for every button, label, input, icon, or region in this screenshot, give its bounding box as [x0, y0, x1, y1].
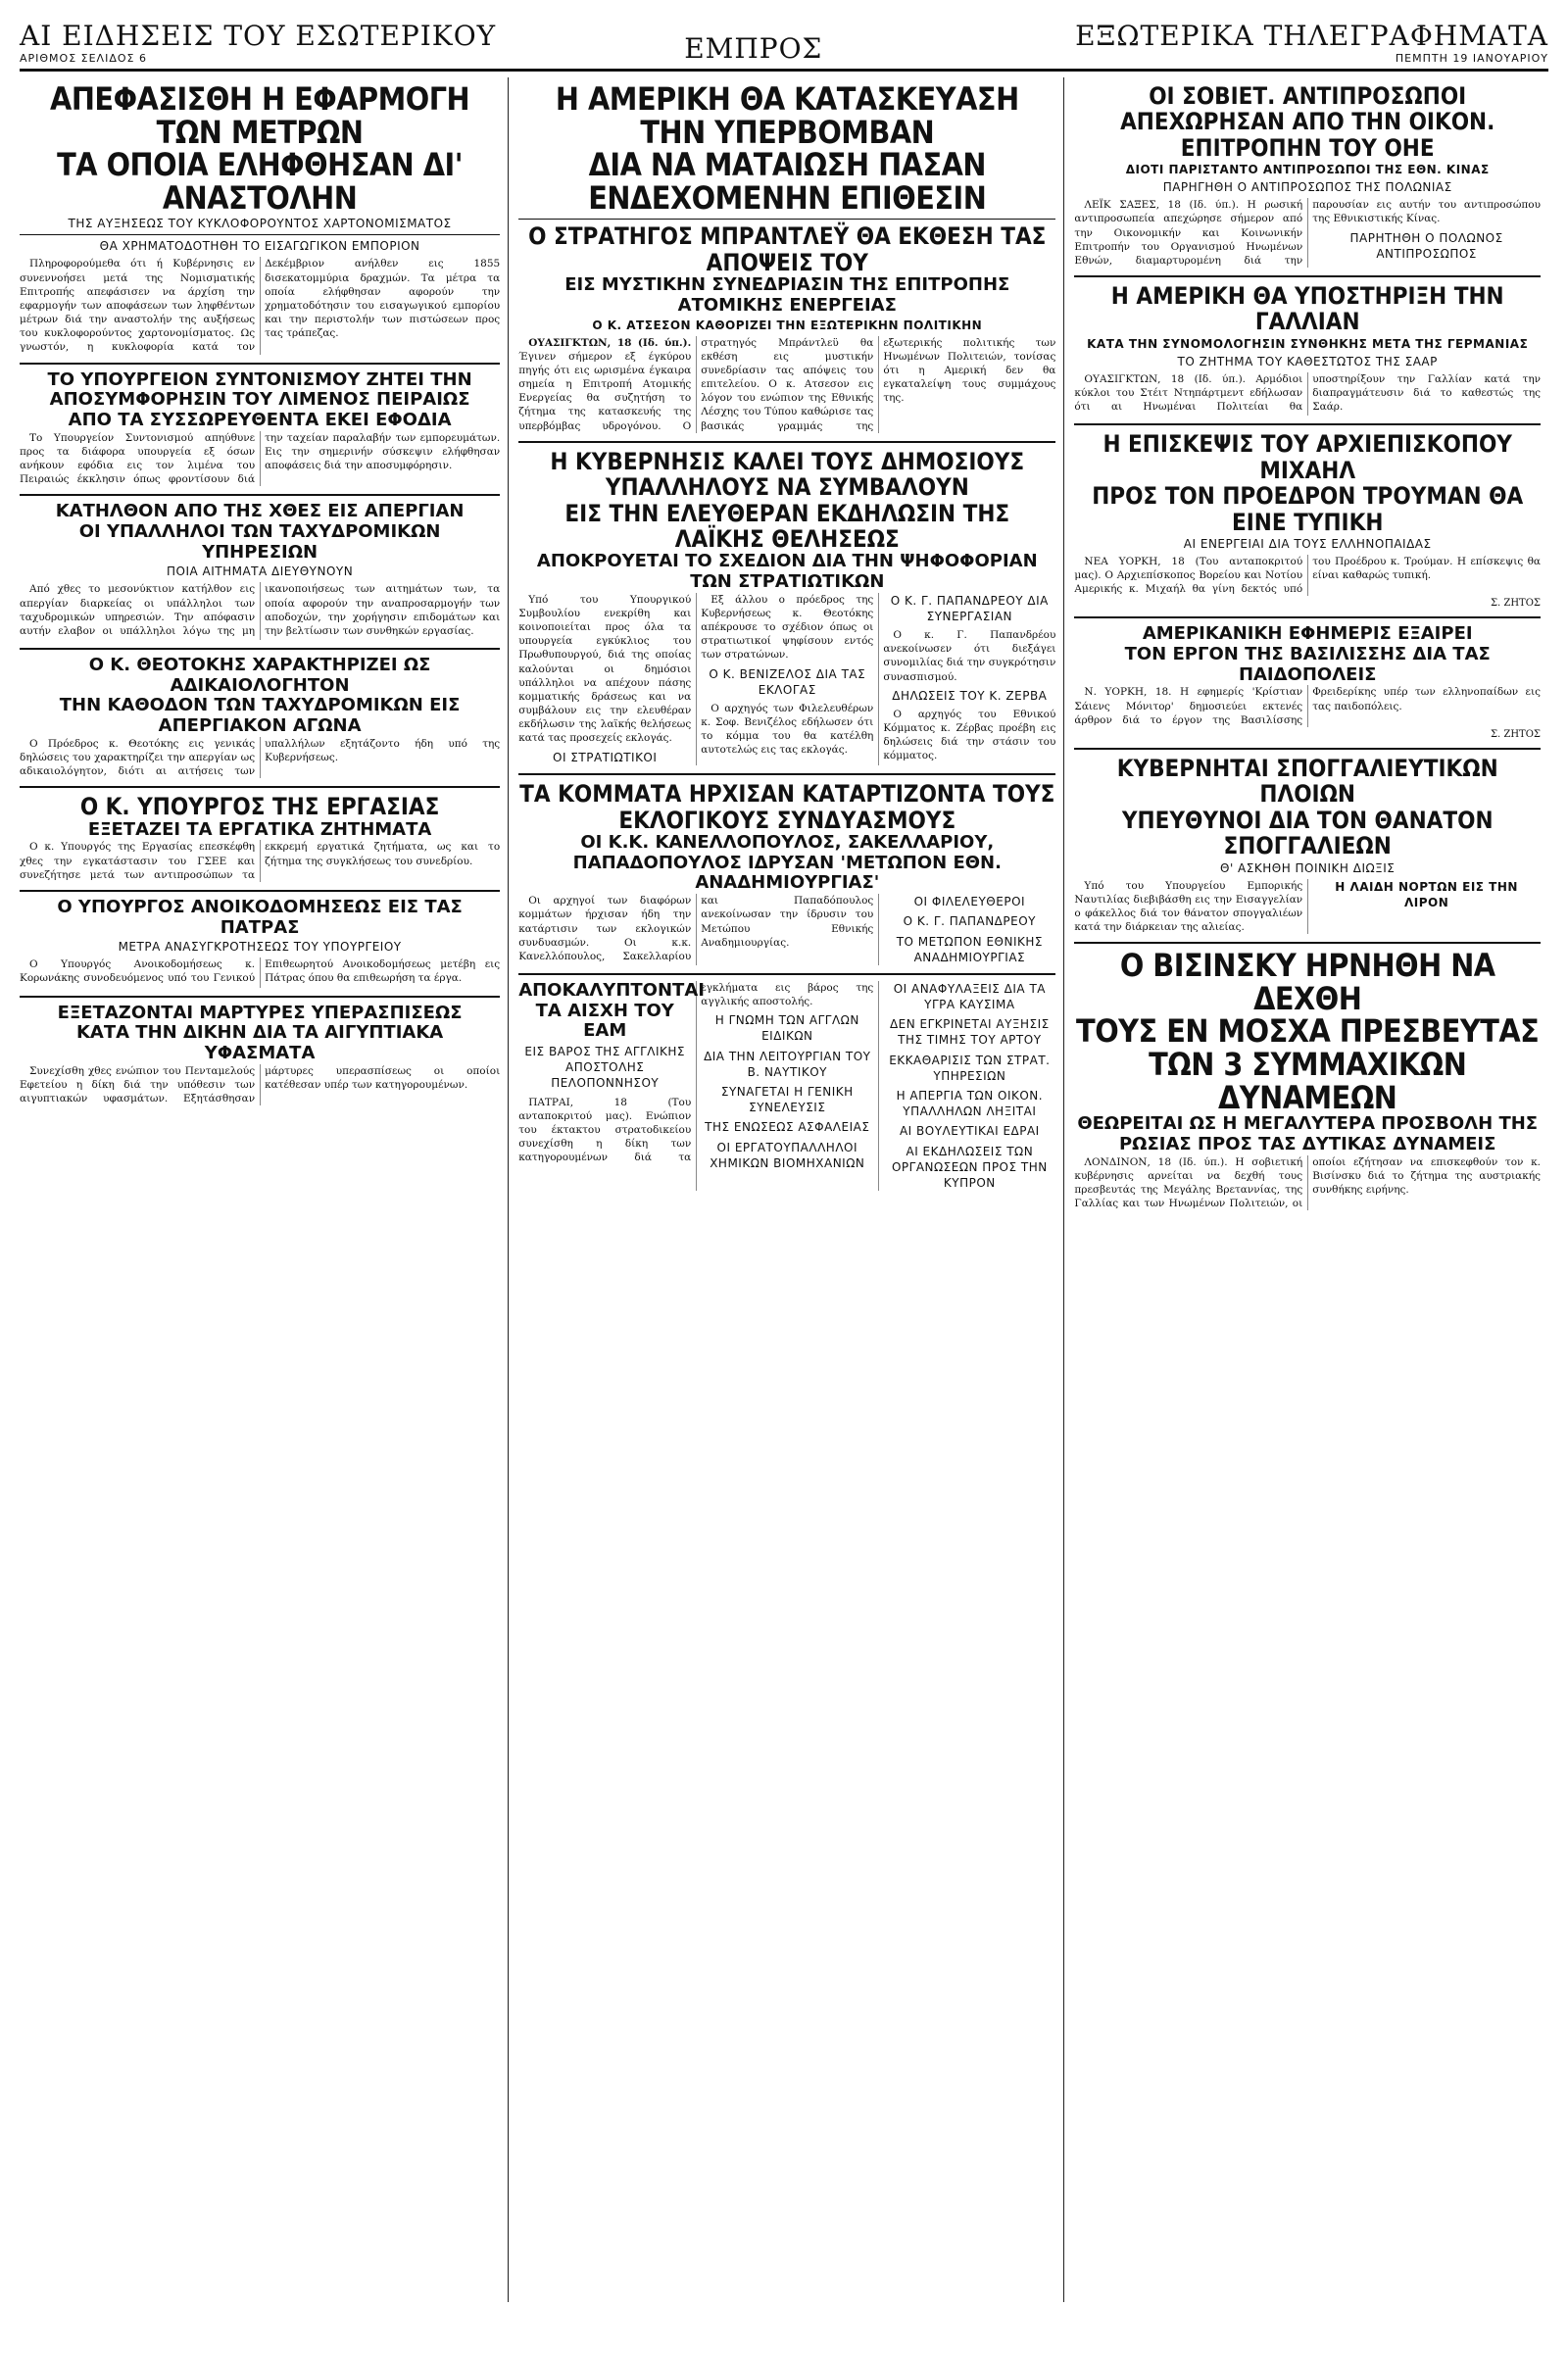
headline: ΤΑ ΚΟΜΜΑΤΑ ΗΡΧΙΣΑΝ ΚΑΤΑΡΤΙΖΟΝΤΑ ΤΟΥΣ ΕΚΛΟΓΙΚΟΥΣ ΣΥΝΔΥΑΣΜΟΥΣ [519, 780, 1055, 834]
section-subhead: ΔΕΝ ΕΓΚΡΙΝΕΤΑΙ ΑΥΞΗΣΙΣ ΤΗΣ ΤΙΜΗΣ ΤΟΥ ΑΡΤΟΥ [889, 1017, 1050, 1048]
section-subhead: ΟΙ ΦΙΛΕΛΕΥΘΕΡΟΙ [913, 895, 1026, 909]
subheadline: ΕΙΣ ΒΑΡΟΣ ΤΗΣ ΑΓΓΛΙΚΗΣ ΑΠΟΣΤΟΛΗΣ ΠΕΛΟΠΟΝΝΗΣΟΥ [524, 1044, 686, 1091]
article-body [518, 894, 1055, 965]
paragraph: ΟΥΑΣΙΓΚΤΩΝ, 18 (Ιδ. ύπ.). Αρμόδιοι κύκλοι του Στέιτ Ντηπάρτμεντ εδήλωσαν ότι αι Ηνωμέναι Πολιτείαι θα υποστηρίξουν την Γαλλίαν κατά την διαπραγμάτευσιν διά το καθεστώς της Σαάρ. [1074, 372, 1541, 414]
newspaper-name: ΕΜΠΡΟΣ [684, 32, 823, 65]
paragraph: Ο κ. Υπουργός της Εργασίας επεσκέφθη χθες την εγκατάστασιν του ΓΣΕΕ και συνεζήτησε μετά των αντιπροσώπων τα εκκρεμή εργατικά ζητήματα, ως και το ζήτημα της συγκλήσεως του συνεδρίου. [20, 841, 501, 881]
headline: ΚΑΤΑ ΤΗΝ ΔΙΚΗΝ ΔΙΑ ΤΑ ΑΙΓΥΠΤΙΑΚΑ ΥΦΑΣΜΑΤΑ [75, 1022, 444, 1064]
paragraph: Ν. ΥΟΡΚΗ, 18. Η εφημερίς 'Κρίστιαν Σάιενς Μόνιτορ' δημοσιεύει εκτενές άρθρον διά το έργον της Βασιλίσσης Φρειδερίκης υπέρ των ελληνοπαίδων εις τας παιδοπόλεις. [1074, 686, 1541, 726]
section-subhead: ΔΗΛΩΣΕΙΣ ΤΟΥ Κ. ΖΕΡΒΑ [892, 688, 1048, 703]
article-body [20, 957, 500, 987]
article-archbishop-michael [1074, 425, 1541, 618]
headline: ΤΑ ΟΠΟΙΑ ΕΛΗΦΘΗΣΑΝ ΔΙ' ΑΝΑΣΤΟΛΗΝ [57, 146, 464, 217]
paragraph: Υπό του Υπουργείου Εμπορικής Ναυτιλίας διεβιβάσθη εις την Εισαγγελίαν ο φάκελλος διά τον θάνατον σπογγαλιέων κατά την διάρκειαν της αλιείας. [1074, 879, 1303, 934]
article-body [1074, 372, 1541, 417]
section-subhead: ΔΙΑ ΤΗΝ ΛΕΙΤΟΥΡΓΙΑΝ ΤΟΥ Β. ΝΑΥΤΙΚΟΥ [704, 1049, 871, 1079]
page-number: ΑΡΙΘΜΟΣ ΣΕΛΙΔΟΣ 6 [20, 52, 147, 65]
article-piraeus-port [20, 365, 500, 497]
article-body [518, 336, 1055, 433]
headline: ΟΙ ΥΠΑΛΛΗΛΟΙ ΤΩΝ ΤΑΧΥΔΡΟΜΙΚΩΝ ΥΠΗΡΕΣΙΩΝ [78, 521, 441, 563]
headline: ΠΡΟΣ ΤΟΝ ΠΡΟΕΔΡΟΝ ΤΡΟΥΜΑΝ ΘΑ ΕΙΝΕ ΤΥΠΙΚΗ [1092, 482, 1524, 536]
subheadline: ΘΑ ΧΡΗΜΑΤΟΔΟΤΗΘΗ ΤΟ ΕΙΣΑΓΩΓΙΚΟΝ ΕΜΠΟΡΙΟΝ [99, 239, 420, 254]
paragraph: Υπό του Υπουργικού Συμβουλίου ενεκρίθη και κοινοποιείται προς όλα τα υπουργεία εγκύκλιος του Πρωθυπουργού, διά της οποίας καλούνται οι δημόσιοι υπάλληλοι να απέχουν πάσης κομματικής δράσεως και να συμβάλουν εις την ελευθέραν εκδήλωσιν της λαϊκής θελήσεως κατά τας προσεχείς εκλογάς. [518, 593, 692, 745]
section-subhead: ΟΙ ΑΝΑΦΥΛΑΞΕΙΣ ΔΙΑ ΤΑ ΥΓΡΑ ΚΑΥΣΙΜΑ [893, 981, 1046, 1012]
subheadline: ΤΟ ΖΗΤΗΜΑ ΤΟΥ ΚΑΘΕΣΤΩΤΟΣ ΤΗΣ ΣΑΑΡ [1177, 354, 1438, 368]
article-superbomb [518, 77, 1055, 443]
headline: ΕΞΕΤΑΖΕΙ ΤΑ ΕΡΓΑΤΙΚΑ ΖΗΤΗΜΑΤΑ [87, 818, 432, 840]
headline: Ο ΣΤΡΑΤΗΓΟΣ ΜΠΡΑΝΤΛΕΫ ΘΑ ΕΚΘΕΣΗ ΤΑΣ ΑΠΟΨΕΙΣ ΤΟΥ [528, 222, 1047, 276]
section-subhead: ΑΙ ΒΟΥΛΕΥΤΙΚΑΙ ΕΔΡΑΙ [899, 1124, 1040, 1139]
section-title: ΑΙ ΕΙΔΗΣΕΙΣ ΤΟΥ ΕΣΩΤΕΡΙΚΟΥ [20, 20, 497, 52]
headline: Ο Κ. ΘΕΟΤΟΚΗΣ ΧΑΡΑΚΤΗΡΙΖΕΙ ΩΣ ΑΔΙΚΑΙΟΛΟΓΗΤΟΝ [88, 655, 431, 696]
article-body [20, 737, 500, 779]
masthead-right [983, 20, 1548, 65]
paragraph: ΝΕΑ ΥΟΡΚΗ, 18 (Του ανταποκριτού μας). Ο Αρχιεπίσκοπος Βορείου και Νοτίου Αμερικής κ. Μιχαήλ θα γίνη δεκτός υπό του Προέδρου κ. Τρούμαν. Η επίσκεψις θα είναι καθαρώς τυπική. [1074, 555, 1541, 596]
article-america-france [1074, 277, 1541, 425]
headline: ΥΠΕΥΘΥΝΟΙ ΔΙΑ ΤΟΝ ΘΑΝΑΤΟΝ ΣΠΟΓΓΑΛΙΕΩΝ [1121, 806, 1494, 860]
subheadline: ΑΙ ΕΝΕΡΓΕΙΑΙ ΔΙΑ ΤΟΥΣ ΕΛΛΗΝΟΠΑΙΔΑΣ [1183, 536, 1432, 551]
section-subhead: ΟΙ ΣΤΡΑΤΙΩΤΙΚΟΙ [553, 750, 658, 764]
masthead-center [524, 32, 983, 65]
headline: ΤΩΝ 3 ΣΥΜΜΑΧΙΚΩΝ ΔΥΝΑΜΕΩΝ [1149, 1046, 1467, 1116]
column-right [1074, 77, 1548, 2302]
paragraph: Ο Πρόεδρος κ. Θεοτόκης εις γενικάς δηλώσεις του χαρακτηρίζει την απεργίαν ως αδικαιολόγητον, διότι αι αιτήσεις των υπαλλήλων εξητάζοντο ήδη υπό της Κυβερνήσεως. [20, 737, 501, 778]
subheadline: ΠΟΙΑ ΑΙΤΗΜΑΤΑ ΔΙΕΥΘΥΝΟΥΝ [166, 564, 354, 579]
paragraph: Ο αρχηγός του Εθνικού Κόμματος κ. Ζέρβας προέβη εις δηλώσεις διά την στάσιν του κόμματος. [883, 708, 1056, 762]
headline: Ο ΥΠΟΥΡΓΟΣ ΑΝΟΙΚΟΔΟΜΗΣΕΩΣ ΕΙΣ ΤΑΣ ΠΑΤΡΑΣ [57, 896, 463, 938]
headline: ΤΟ ΥΠΟΥΡΓΕΙΟΝ ΣΥΝΤΟΝΙΣΜΟΥ ΖΗΤΕΙ ΤΗΝ ΑΠΟΣΥΜΦΟΡΗΣΙΝ ΤΟΥ ΛΙΜΕΝΟΣ ΠΕΙΡΑΙΩΣ [47, 368, 472, 411]
article-sponge-divers [1074, 750, 1541, 944]
newspaper-page [20, 20, 1548, 2313]
article-body [20, 1064, 500, 1106]
article-soviet-delegates [1074, 77, 1541, 277]
article-body [20, 582, 500, 640]
paragraph: ΠΑΤΡΑΙ, 18 (Του ανταποκριτού μας). Ενώπιον του έκτακτου στρατοδικείου συνεχίσθη η δίκη των κατηγορουμένων διά τα εγκλήματα εις βάρος της αγγλικής αποστολής. [518, 981, 874, 1164]
byline: Σ. ΖΗΤΟΣ [1490, 728, 1541, 740]
section-subhead: ΕΚΚΑΘΑΡΙΣΙΣ ΤΩΝ ΣΤΡΑΤ. ΥΠΗΡΕΣΙΩΝ [889, 1053, 1051, 1083]
article-egyptian-fabrics-trial [20, 998, 500, 1114]
column-center [518, 77, 1064, 2302]
section-subhead: Ο Κ. ΒΕΝΙΖΕΛΟΣ ΔΙΑ ΤΑΣ ΕΚΛΟΓΑΣ [709, 666, 866, 697]
headline: ΑΠΕΦΑΣΙΣΘΗ Η ΕΦΑΡΜΟΓΗ ΤΩΝ ΜΕΤΡΩΝ [50, 80, 470, 151]
paragraph: ΛΕΪΚ ΣΑΞΕΣ, 18 (Ιδ. ύπ.). Η ρωσική αντιπροσωπεία απεχώρησε σήμερον από την Οικονομικήν και Κοινωνικήν Επιτροπήν του Οργανισμού Ηνωμένων Εθνών, διαμαρτυρομένη διά την παρουσίαν εις αυτήν του αντιπροσώπου της Εθνικιστικής Κίνας. [1074, 199, 1541, 267]
subheadline: Ο Κ. ΑΤΣΕΣΟΝ ΚΑΘΟΡΙΖΕΙ ΤΗΝ ΕΞΩΤΕΡΙΚΗΝ ΠΟΛΙΤΙΚΗΝ [592, 318, 983, 332]
section-subhead: ΑΙ ΕΚΔΗΛΩΣΕΙΣ ΤΩΝ ΟΡΓΑΝΩΣΕΩΝ ΠΡΟΣ ΤΗΝ ΚΥΠΡΟΝ [891, 1144, 1048, 1190]
headline: ΚΥΒΕΡΝΗΤΑΙ ΣΠΟΓΓΑΛΙΕΥΤΙΚΩΝ ΠΛΟΙΩΝ [1116, 754, 1498, 809]
article-body [1074, 879, 1541, 935]
section-subhead: ΟΙ ΕΡΓΑΤΟΥΠΑΛΛΗΛΟΙ ΧΗΜΙΚΩΝ ΒΙΟΜΗΧΑΝΙΩΝ [710, 1140, 865, 1170]
headline: ΕΙΣ ΤΗΝ ΕΛΕΥΘΕΡΑΝ ΕΚΔΗΛΩΣΙΝ ΤΗΣ ΛΑΪΚΗΣ ΘΕΛΗΣΕΩΣ [564, 499, 1010, 553]
subheadline: ΤΗΣ ΑΥΞΗΣΕΩΣ ΤΟΥ ΚΥΚΛΟΦΟΡΟΥΝΤΟΣ ΧΑΡΤΟΝΟΜΙΣΜΑΤΟΣ [68, 217, 452, 231]
paragraph: ΛΟΝΔΙΝΟΝ, 18 (Ιδ. ύπ.). Η σοβιετική κυβέρνησις αρνείται να δεχθή τους πρεσβευτάς της Μεγάλης Βρεταννίας, της Γαλλίας και των Ηνωμένων Πολιτειών, οι οποίοι εζήτησαν να επισκεφθούν τον κ. Βισίνσκυ διά το ζήτημα της αυστριακής συνθήκης ειρήνης. [1074, 1155, 1541, 1210]
headline: Η ΑΜΕΡΙΚΗ ΘΑ ΚΑΤΑΣΚΕΥΑΣΗ ΤΗΝ ΥΠΕΡΒΟΜΒΑΝ [555, 80, 1019, 151]
headline: Η ΕΠΙΣΚΕΨΙΣ ΤΟΥ ΑΡΧΙΕΠΙΣΚΟΠΟΥ ΜΙΧΑΗΛ [1102, 430, 1512, 484]
headline: ΤΟΥΣ ΕΝ ΜΟΣΧΑ ΠΡΕΣΒΕΥΤΑΣ [1076, 1012, 1540, 1051]
headline: ΔΙΑ ΝΑ ΜΑΤΑΙΩΣΗ ΠΑΣΑΝ ΕΝΔΕΧΟΜΕΝΗΝ ΕΠΙΘΕΣΙΝ [588, 146, 987, 217]
article-misc-news [518, 975, 1055, 1199]
article-reconstruction-minister [20, 892, 500, 998]
paragraph: Ο αρχηγός των Φιλελευθέρων κ. Σοφ. Βενιζέλος εδήλωσεν ότι το κόμμα του θα κατέλθη αυτοτελώς εις τας εκλογάς. [701, 702, 874, 757]
article-body [1074, 1155, 1541, 1211]
headline: ΘΕΩΡΕΙΤΑΙ ΩΣ Η ΜΕΓΑΛΥΤΕΡΑ ΠΡΟΣΒΟΛΗ ΤΗΣ ΡΩΣΙΑΣ ΠΡΟΣ ΤΑΣ ΔΥΤΙΚΑΣ ΔΥΝΑΜΕΙΣ [1077, 1113, 1539, 1154]
column-left [20, 77, 509, 2302]
section-title-foreign: ΕΞΩΤΕΡΙΚΑ ΤΗΛΕΓΡΑΦΗΜΑΤΑ [1075, 20, 1548, 52]
headline: ΑΠΟ ΤΑ ΣΥΣΣΩΡΕΥΘΕΝΤΑ ΕΚΕΙ ΕΦΟΔΙΑ [68, 409, 452, 430]
headline: ΚΑΤΗΛΘΟΝ ΑΠΟ ΤΗΣ ΧΘΕΣ ΕΙΣ ΑΠΕΡΓΙΑΝ [55, 501, 465, 522]
article-electoral-lists [518, 775, 1055, 975]
section-subhead: Η ΑΠΕΡΓΙΑ ΤΩΝ ΟΙΚΟΝ. ΥΠΑΛΛΗΛΩΝ ΛΗΞΙΤΑΙ [896, 1089, 1044, 1119]
subheadline: ΠΑΡΗΓΗΘΗ Ο ΑΝΤΙΠΡΟΣΩΠΟΣ ΤΗΣ ΠΟΛΩΝΙΑΣ [1162, 180, 1452, 195]
subheadline: ΜΕΤΡΑ ΑΝΑΣΥΓΚΡΟΤΗΣΕΩΣ ΤΟΥ ΥΠΟΥΡΓΕΙΟΥ [118, 940, 402, 955]
headline: ΤΗΝ ΚΑΘΟΔΟΝ ΤΩΝ ΤΑΧΥΔΡΟΜΙΚΩΝ ΕΙΣ ΑΠΕΡΓΙΑΚΟΝ ΑΓΩΝΑ [59, 695, 461, 737]
article-theotokis [20, 650, 500, 788]
article-vyshinsky [1074, 944, 1541, 1218]
article-body [20, 257, 500, 354]
section-subhead: ΤΗΣ ΕΝΩΣΕΩΣ ΑΣΦΑΛΕΙΑΣ [705, 1120, 870, 1135]
paragraph: Συνεχίσθη χθες ενώπιον του Πενταμελούς Εφετείου η δίκη διά την υπόθεσιν των αιγυπτιακών υφασμάτων. Εξητάσθησαν μάρτυρες υπερασπίσεως οι οποίοι κατέθεσαν υπέρ των κατηγορουμένων. [20, 1064, 501, 1105]
headline: ΕΙΣ ΜΥΣΤΙΚΗΝ ΣΥΝΕΔΡΙΑΣΙΝ ΤΗΣ ΕΠΙΤΡΟΠΗΣ ΑΤΟΜΙΚΗΣ ΕΝΕΡΓΕΙΑΣ [564, 274, 1010, 316]
paragraph: Από χθες το μεσονύκτιον κατήλθον εις απεργίαν διαρκείας οι υπάλληλοι των ταχυδρομικών υπηρεσιών. Την απόφασιν αυτήν ελαβον οι υπάλληλοι λόγω της μη ικανοποιήσεως των αιτημάτων των, τα οποία αφορούν την αναπροσαρμογήν των αποδοχών, την χορήγησιν επιδομάτων και την βελτίωσιν των συνθηκών εργασίας. [20, 583, 501, 637]
article-postal-strike [20, 496, 500, 650]
headline: ΟΙ ΣΟΒΙΕΤ. ΑΝΤΙΠΡΟΣΩΠΟΙ ΑΠΕΧΩΡΗΣΑΝ ΑΠΟ ΤΗΝ ΟΙΚΟΝ. ΕΠΙΤΡΟΠΗΝ ΤΟΥ ΟΗΕ [1120, 82, 1495, 162]
paragraph: Οι αρχηγοί των διαφόρων κομμάτων ήρχισαν ήδη την κατάρτισιν των εκλογικών συνδυασμών. Οι κ.κ. Κανελλόπουλος, Σακελλαρίου και Παπαδόπουλος ανεκοίνωσαν την ίδρυσιν του Μετώπου Εθνικής Αναδημιουργίας. [518, 895, 874, 962]
headline: ΑΠΟΚΡΟΥΕΤΑΙ ΤΟ ΣΧΕΔΙΟΝ ΔΙΑ ΤΗΝ ΨΗΦΟΦΟΡΙΑΝ ΤΩΝ ΣΤΡΑΤΙΩΤΙΚΩΝ [536, 551, 1038, 592]
article-civil-servants [518, 443, 1055, 776]
divider [20, 234, 500, 235]
headline: ΑΠΟΚΑΛΥΠΤΟΝΤΑΙ ΤΑ ΑΙΣΧΗ ΤΟΥ ΕΑΜ [518, 979, 705, 1042]
headline: ΤΟΝ ΕΡΓΟΝ ΤΗΣ ΒΑΣΙΛΙΣΣΗΣ ΔΙΑ ΤΑΣ ΠΑΙΔΟΠΟΛΕΙΣ [1124, 644, 1491, 685]
article-body [1074, 555, 1541, 597]
headline: Ο Κ. ΥΠΟΥΡΓΟΣ ΤΗΣ ΕΡΓΑΣΙΑΣ [79, 793, 440, 821]
section-subhead: Η ΓΝΩΜΗ ΤΩΝ ΑΓΓΛΩΝ ΕΙΔΙΚΩΝ [714, 1013, 859, 1044]
section-subhead: Ο Κ. Γ. ΠΑΠΑΝΔΡΕΟΥ [903, 914, 1036, 929]
article-labour-minister [20, 788, 500, 892]
headline: Ο ΒΙΣΙΝΣΚΥ ΗΡΝΗΘΗ ΝΑ ΔΕΧΘΗ [1119, 947, 1495, 1017]
article-body [1074, 198, 1541, 268]
masthead [20, 20, 1548, 72]
section-subhead: Η ΛΑΙΔΗ ΝΟΡΤΩΝ ΕΙΣ ΤΗΝ ΛΙΡΟΝ [1335, 879, 1518, 909]
issue-date: ΠΕΜΠΤΗ 19 ΙΑΝΟΥΑΡΙΟΥ [1395, 52, 1548, 65]
paragraph: Ο κ. Γ. Παπανδρέου ανεκοίνωσεν ότι διεξάγει συνομιλίας διά την συγκρότησιν συνασπισμού. [883, 629, 1056, 683]
article-body [518, 593, 1055, 766]
article-currency-measures [20, 77, 500, 365]
dateline: ΟΥΑΣΙΓΚΤΩΝ, 18 (Ιδ. ύπ.). [528, 336, 692, 349]
headline: ΑΜΕΡΙΚΑΝΙΚΗ ΕΦΗΜΕΡΙΣ ΕΞΑΙΡΕΙ [1142, 623, 1473, 645]
paragraph: Πληροφορούμεθα ότι ή Κυβέρνησις εν συνεννοήσει μετά της Νομισματικής Επιτροπής απεφάσισεν να άρχίση την εφαρμογήν των αποφάσεων των ληφθέντων μέτρων διά την αναστολήν της αυξήσεως του κυκλοφορούντος χαρτονομίσματος. Ως γνωστόν, η κυκλοφορία κατά τον Δεκέμβριον ανήλθεν εις 1855 δισεκατομμύρια δραχμών. Τα μέτρα τα οποία ελήφθησαν αφορούν την χρηματοδότησιν του εισαγωγικού εμπορίου και την περιστολήν των πιστώσεων προς τας τράπεζας. [20, 258, 501, 354]
article-body [20, 431, 500, 487]
section-subhead: ΤΟ ΜΕΤΩΠΟΝ ΕΘΝΙΚΗΣ ΑΝΑΔΗΜΙΟΥΡΓΙΑΣ [896, 934, 1043, 964]
headline: Η ΚΥΒΕΡΝΗΣΙΣ ΚΑΛΕΙ ΤΟΥΣ ΔΗΜΟΣΙΟΥΣ ΥΠΑΛΛΗΛΟΥΣ ΝΑ ΣΥΜΒΑΛΟΥΝ [550, 447, 1025, 502]
article-body [1074, 685, 1541, 727]
page-columns [20, 77, 1548, 2302]
paragraph-text: Έγινεν σήμερον εξ έγκύρου πηγής ότι εις ωρισμένα έγκαιρα σημεία η Επιτροπή Ατομικής Ενεργείας θα συζητήση το ζήτημα της κατασκευής της υπερβόμβας υδρογόνου. Ο στρατηγός Μπράντλεϋ θα εκθέση εις μυστικήν συνεδρίασιν τας απόψεις του επιτελείου. Ο κ. Ατσεσον εις λόγον του ενώπιον της Εθνικής Λέσχης του Τύπου καθώρισε τας βασικάς γραμμάς της εξωτερικής πολιτικής των Ηνωμένων Πολιτειών, τονίσας ότι η Αμερική δεν θα εγκαταλείψη τους συμμάχους της. [518, 336, 1056, 432]
paragraph: Το Υπουργείον Συντονισμού απηύθυνε προς τα διάφορα υπουργεία εξ όσων ανήκουν εφόδια εις τον λιμένα του Πειραιώς έκκλησιν όπως φροντίσουν διά την ταχείαν παραλαβήν των εμπορευμάτων. Εις την σημερινήν σύσκεψιν ελήφθησαν αποφάσεις διά την αποσυμφόρησιν. [20, 431, 501, 486]
article-body [518, 981, 1055, 1191]
subheadline: Θ' ΑΣΚΗΘΗ ΠΟΙΝΙΚΗ ΔΙΩΞΙΣ [1220, 860, 1396, 875]
subheadline: ΚΑΤΑ ΤΗΝ ΣΥΝΟΜΟΛΟΓΗΣΙΝ ΣΥΝΘΗΚΗΣ ΜΕΤΑ ΤΗΣ ΓΕΡΜΑΝΙΑΣ [1087, 336, 1529, 351]
article-queen-children-towns [1074, 618, 1541, 750]
paragraph: Ο Υπουργός Ανοικοδομήσεως κ. Κορωνάκης συνοδευόμενος υπό του Γενικού Επιθεωρητού Ανοικοδομήσεως μετέβη εις Πάτρας όπου θα επιθεωρήση τα έργα. [20, 958, 501, 985]
headline: Η ΑΜΕΡΙΚΗ ΘΑ ΥΠΟΣΤΗΡΙΞΗ ΤΗΝ ΓΑΛΛΙΑΝ [1110, 282, 1504, 336]
headline: ΟΙ Κ.Κ. ΚΑΝΕΛΛΟΠΟΥΛΟΣ, ΣΑΚΕΛΛΑΡΙΟΥ, ΠΑΠΑΔΟΠΟΥΛΟΣ ΙΔΡΥΣΑΝ 'ΜΕΤΩΠΟΝ ΕΘΝ. ΑΝΑΔΗΜΙΟΥΡΓΙΑΣ' [572, 832, 1002, 894]
paragraph: Εξ άλλου ο πρόεδρος της Κυβερνήσεως κ. Θεοτόκης απέκρουσε το σχέδιον όπως οι στρατιωτικοί ψηφίσουν εντός των στρατώνων. [701, 593, 874, 662]
paragraph [518, 336, 1055, 433]
divider [518, 219, 1055, 220]
article-body [20, 840, 500, 882]
section-subhead: Ο Κ. Γ. ΠΑΠΑΝΔΡΕΟΥ ΔΙΑ ΣΥΝΕΡΓΑΣΙΑΝ [890, 593, 1049, 623]
section-subhead: ΣΥΝΑΓΕΤΑΙ Η ΓΕΝΙΚΗ ΣΥΝΕΛΕΥΣΙΣ [720, 1085, 854, 1115]
section-subhead: ΠΑΡΗΤΗΘΗ Ο ΠΟΛΩΝΟΣ ΑΝΤΙΠΡΟΣΩΠΟΣ [1349, 230, 1503, 261]
headline: ΕΞΕΤΑΖΟΝΤΑΙ ΜΑΡΤΥΡΕΣ ΥΠΕΡΑΣΠΙΣΕΩΣ [57, 1002, 463, 1023]
masthead-left [20, 20, 524, 65]
subheadline: ΔΙΟΤΙ ΠΑΡΙΣΤΑΝΤΟ ΑΝΤΙΠΡΟΣΩΠΟΙ ΤΗΣ ΕΘΝ. ΚΙΝΑΣ [1125, 163, 1490, 177]
byline: Σ. ΖΗΤΟΣ [1490, 598, 1541, 610]
